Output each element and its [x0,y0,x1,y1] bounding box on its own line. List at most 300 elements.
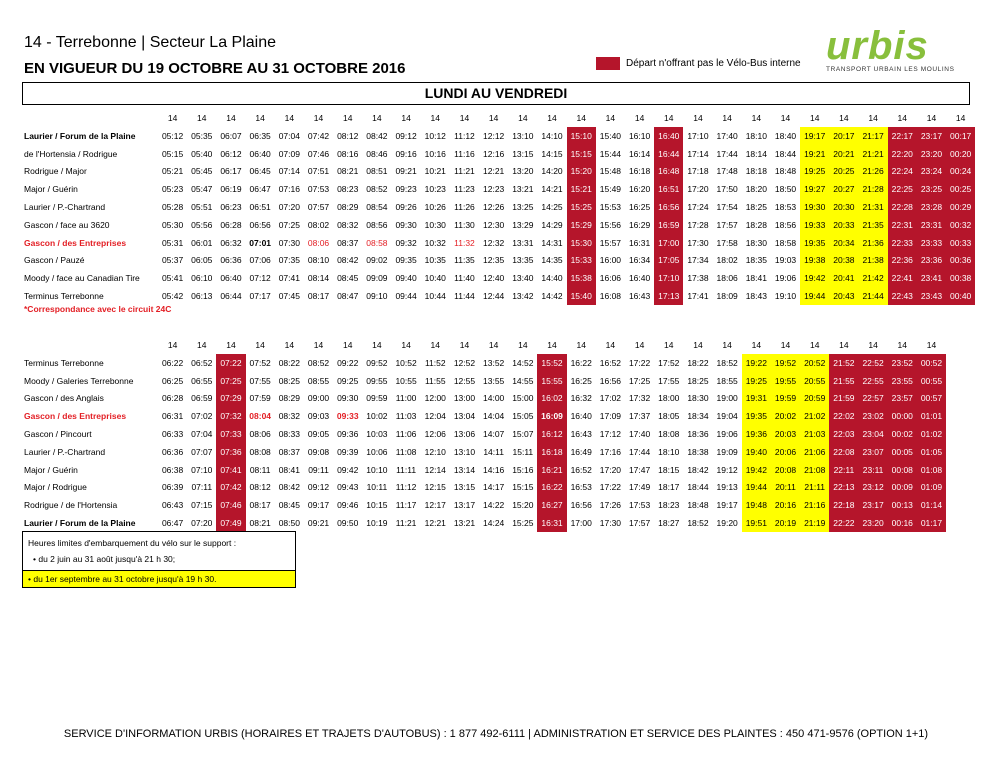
departure-time: 17:53 [628,500,651,511]
departure-time: 08:12 [337,130,359,141]
departure-time: 08:47 [337,291,359,302]
departure-time: 11:11 [396,464,417,475]
departure-time: 17:28 [687,219,709,230]
departure-time: 07:02 [191,411,213,422]
departure-time: 19:42 [742,461,771,479]
departure-time: 18:43 [745,291,767,302]
departure-time: 08:50 [278,518,300,529]
route-number: 14 [372,340,382,350]
route-number: 14 [488,340,499,350]
departure-time: 12:16 [483,148,505,159]
departure-time: 01:08 [917,461,946,479]
departure-time: 21:03 [800,425,829,443]
departure-time: 17:57 [716,219,738,230]
route-number: 14 [897,113,908,123]
departure-time: 23:04 [859,425,888,443]
departure-time: 06:22 [161,357,184,368]
departure-time: 14:52 [512,357,534,368]
departure-time: 20:06 [771,443,800,461]
departure-time: 22:17 [888,127,917,145]
departure-time: 07:15 [191,500,213,511]
departure-time: 14:42 [541,291,563,302]
departure-time: 21:08 [800,461,829,479]
departure-time: 07:07 [191,446,213,457]
urbis-logo [826,26,960,76]
departure-time: 06:19 [220,184,242,195]
route-number: 14 [634,113,645,123]
stop-name: Gascon / des Entreprises [24,411,127,422]
departure-time: 19:17 [716,500,738,511]
route-number: 14 [488,113,499,123]
departure-time: 16:40 [570,411,592,422]
schedule-table-outbound [22,109,975,305]
departure-time: 16:06 [599,273,622,284]
departure-time: 17:30 [599,518,622,529]
departure-time: 05:21 [161,166,184,177]
departure-time: 10:35 [424,255,446,266]
route-number: 14 [868,340,878,350]
departure-time: 07:01 [249,237,272,248]
departure-time: 18:55 [716,375,738,386]
departure-time: 12:15 [424,482,446,493]
departure-time: 17:34 [687,255,709,266]
departure-time: 22:36 [888,252,917,270]
departure-time: 17:57 [628,518,651,529]
departure-time: 18:52 [716,357,738,368]
departure-time: 00:02 [888,425,917,443]
departure-time: 18:10 [745,130,767,141]
departure-time: 09:10 [366,291,388,302]
departure-time: 18:30 [745,237,767,248]
departure-time: 19:25 [800,163,829,181]
departure-time: 18:52 [687,518,709,529]
departure-time: 23:17 [859,496,888,514]
table-row [22,443,946,461]
route-number: 14 [401,340,411,350]
route-number: 14 [342,113,353,123]
departure-time: 05:47 [191,184,213,195]
route-number: 14 [167,340,178,350]
departure-time: 12:35 [483,255,505,266]
departure-time: 16:56 [654,198,683,216]
departure-time: 08:06 [249,429,271,440]
departure-time: 21:17 [859,127,888,145]
departure-time: 07:49 [216,514,245,532]
departure-time: 17:40 [628,429,651,440]
departure-time: 09:21 [307,518,330,529]
route-number: 14 [780,340,791,350]
departure-time: 14:29 [541,219,563,230]
departure-time: 07:57 [307,202,330,213]
departure-time: 00:33 [946,234,975,252]
departure-time: 19:21 [800,145,829,163]
departure-time: 06:36 [161,446,184,457]
departure-time: 08:04 [249,411,272,422]
departure-time: 19:35 [742,407,771,425]
table-row [22,127,975,145]
departure-time: 08:45 [278,500,300,511]
departure-time: 09:25 [337,375,359,386]
departure-time: 18:00 [658,393,680,404]
departure-time: 22:33 [888,234,917,252]
departure-time: 13:52 [483,357,505,368]
departure-time: 18:48 [687,500,709,511]
departure-time: 00:00 [888,407,917,425]
departure-time: 16:22 [537,479,566,497]
departure-time: 19:13 [716,482,738,493]
departure-time: 13:29 [512,219,534,230]
table-row [22,180,975,198]
departure-time: 21:59 [829,390,858,408]
departure-time: 19:06 [774,273,797,284]
departure-time: 17:50 [716,184,738,195]
departure-time: 10:19 [366,518,388,529]
departure-time: 17:38 [687,273,709,284]
header-spacer [22,336,158,354]
route-number: 14 [664,113,674,123]
departure-time: 16:14 [628,148,651,159]
departure-time: 17:30 [687,237,709,248]
departure-time: 18:05 [658,411,680,422]
departure-time: 06:40 [220,273,242,284]
departure-time: 07:30 [278,237,300,248]
departure-time: 11:16 [454,148,475,159]
stop-name: Gascon / Pincourt [24,429,92,440]
departure-time: 07:55 [249,375,271,386]
bike-note-item-text: du 1er septembre au 31 octobre jusqu'à 19 h 30. [33,574,217,584]
route-number: 14 [372,113,382,123]
departure-time: 19:30 [800,198,829,216]
departure-time: 08:56 [366,219,388,230]
departure-time: 06:55 [191,375,213,386]
route-number: 14 [576,113,586,123]
departure-time: 18:53 [774,202,797,213]
route-number: 14 [226,113,236,123]
departure-time: 18:30 [687,393,709,404]
departure-time: 20:21 [829,145,858,163]
departure-time: 19:44 [800,287,829,305]
departure-time: 06:32 [220,237,242,248]
departure-time: 18:17 [658,482,680,493]
departure-time: 09:52 [366,357,388,368]
departure-time: 21:26 [859,163,888,181]
departure-time: 00:09 [888,479,917,497]
departure-time: 09:08 [307,446,330,457]
departure-time: 08:32 [337,219,359,230]
departure-time: 06:45 [249,166,271,177]
departure-time: 08:21 [337,166,359,177]
departure-time: 15:15 [567,145,596,163]
departure-time: 07:42 [307,130,330,141]
departure-time: 08:25 [278,375,300,386]
departure-time: 06:52 [191,357,213,368]
legend [596,57,801,70]
departure-time: 09:23 [395,184,417,195]
departure-time: 08:41 [278,464,300,475]
departure-time: 19:25 [742,372,771,390]
departure-time: 23:52 [888,354,917,372]
departure-time: 09:33 [336,411,359,422]
departure-time: 15:00 [512,393,534,404]
departure-time: 13:10 [512,130,534,141]
departure-time: 14:22 [483,500,505,511]
route-number: 14 [926,340,937,350]
departure-time: 00:24 [946,163,975,181]
stop-name: Gascon / des Anglais [24,393,104,404]
route-number: 14 [693,113,703,123]
bike-note-item-highlight: • du 1er septembre au 31 octobre jusqu'à 19 h 30. [22,571,296,588]
departure-time: 11:06 [395,429,417,440]
departure-time: 00:25 [946,180,975,198]
departure-time: 14:20 [541,166,563,177]
departure-time: 11:21 [395,518,417,529]
departure-time: 16:56 [570,500,592,511]
departure-time: 17:09 [599,411,622,422]
departure-time: 15:20 [567,163,596,181]
departure-time: 00:08 [888,461,917,479]
departure-time: 00:52 [917,354,946,372]
departure-time: 17:20 [687,184,709,195]
departure-time: 08:29 [278,393,300,404]
departure-time: 07:53 [307,184,330,195]
departure-time: 09:32 [395,237,417,248]
departure-time: 12:52 [453,357,476,368]
departure-time: 12:10 [424,446,446,457]
departure-time: 10:55 [395,375,417,386]
departure-time: 19:40 [742,443,771,461]
departure-time: 09:36 [337,429,359,440]
departure-time: 14:40 [541,273,563,284]
departure-time: 15:49 [599,184,622,195]
route-number: 14 [518,340,528,350]
departure-time: 17:13 [654,287,683,305]
departure-time: 05:40 [191,148,213,159]
departure-time: 19:04 [716,411,738,422]
departure-time: 17:41 [687,291,709,302]
departure-time: 18:44 [687,482,709,493]
departure-time: 18:40 [774,130,797,141]
departure-time: 18:18 [745,166,767,177]
departure-time: 19:03 [774,255,797,266]
departure-time: 23:41 [917,269,946,287]
departure-time: 08:52 [366,184,388,195]
departure-time: 23:11 [859,461,888,479]
departure-time: 16:18 [537,443,566,461]
departure-time: 08:17 [307,291,330,302]
departure-time: 21:35 [859,216,888,234]
departure-time: 20:55 [800,372,829,390]
departure-time: 16:52 [599,357,622,368]
departure-time: 09:05 [307,429,330,440]
bike-note-box [22,531,296,571]
departure-time: 06:28 [161,393,184,404]
departure-time: 12:32 [483,237,505,248]
departure-time: 18:56 [774,219,797,230]
departure-time: 09:44 [395,291,417,302]
route-number: 14 [664,340,674,350]
departure-time: 06:43 [161,500,184,511]
departure-time: 08:37 [337,237,359,248]
departure-time: 17:16 [599,446,622,457]
route-number: 14 [255,340,265,350]
departure-time: 11:21 [454,166,475,177]
departure-time: 11:08 [395,446,417,457]
departure-time: 07:33 [216,425,245,443]
departure-time: 16:27 [537,496,566,514]
table-row [22,234,975,252]
departure-time: 22:41 [888,269,917,287]
departure-time: 07:46 [307,148,330,159]
departure-time: 06:05 [191,255,213,266]
departure-time: 07:36 [216,443,245,461]
departure-time: 07:59 [249,393,271,404]
departure-time: 18:14 [745,148,767,159]
departure-time: 10:32 [424,237,446,248]
departure-time: 15:11 [512,446,534,457]
departure-time: 10:26 [424,202,446,213]
departure-time: 14:21 [541,184,563,195]
departure-time: 00:36 [946,252,975,270]
route-number: 14 [722,340,732,350]
departure-time: 17:00 [654,234,683,252]
route-number: 14 [313,113,324,123]
departure-time: 06:35 [249,130,271,141]
departure-time: 14:15 [541,148,563,159]
departure-time: 21:52 [829,354,858,372]
departure-time: 06:47 [249,184,271,195]
departure-time: 08:10 [307,255,330,266]
departure-time: 07:11 [191,482,213,493]
stop-name: de l'Hortensia / Rodrigue [24,148,118,159]
departure-time: 13:00 [453,393,476,404]
departure-time: 19:52 [771,354,800,372]
departure-time: 13:31 [512,237,534,248]
departure-time: 17:49 [628,482,651,493]
departure-time: 18:15 [658,464,680,475]
departure-time: 00:32 [946,216,975,234]
departure-time: 14:24 [483,518,505,529]
departure-time: 18:25 [687,375,709,386]
departure-time: 18:02 [716,255,738,266]
departure-time: 19:20 [716,518,738,529]
departure-time: 15:40 [567,287,596,305]
departure-time: 17:44 [716,148,738,159]
stop-name: Terminus Terrebonne [24,291,104,302]
table-row [22,252,975,270]
departure-time: 09:26 [395,202,417,213]
schedule-table-return [22,336,946,532]
departure-time: 19:09 [716,446,738,457]
departure-time: 08:42 [337,255,359,266]
departure-time: 23:55 [888,372,917,390]
stop-name: Laurier / Forum de la Plaine [24,130,136,141]
departure-time: 05:28 [161,202,184,213]
route-number: 14 [693,340,703,350]
departure-time: 17:26 [599,500,622,511]
table-row [22,390,946,408]
route-header-row [22,336,946,354]
departure-time: 15:25 [512,518,534,529]
bike-note [22,531,296,588]
departure-time: 09:30 [337,393,359,404]
table-row [22,163,975,181]
departure-time: 16:25 [628,202,651,213]
departure-time: 06:39 [161,482,184,493]
departure-time: 17:47 [628,464,651,475]
departure-time: 20:33 [829,216,858,234]
departure-time: 14:25 [541,202,563,213]
departure-time: 16:29 [628,219,651,230]
departure-time: 19:17 [800,127,829,145]
departure-time: 07:42 [216,479,245,497]
stop-name: Laurier / Forum de la Plaine [24,518,136,529]
departure-time: 14:00 [483,393,505,404]
departure-time: 07:41 [216,461,245,479]
departure-time: 09:30 [395,219,417,230]
departure-time: 22:20 [888,145,917,163]
route-number: 14 [547,113,557,123]
departure-time: 16:20 [628,184,651,195]
departure-time: 15:05 [512,411,534,422]
departure-time: 21:19 [800,514,829,532]
stop-name: Terminus Terrebonne [24,357,104,368]
departure-time: 18:50 [774,184,797,195]
departure-time: 23:33 [917,234,946,252]
departure-time: 00:40 [946,287,975,305]
departure-time: 07:25 [216,372,245,390]
route-number: 14 [226,340,236,350]
departure-time: 17:20 [599,464,622,475]
departure-time: 00:13 [888,496,917,514]
departure-time: 18:42 [687,464,709,475]
departure-time: 13:10 [453,446,476,457]
departure-time: 09:11 [308,464,329,475]
departure-time: 20:27 [829,180,858,198]
departure-time: 23:20 [917,145,946,163]
departure-time: 08:42 [278,482,300,493]
departure-time: 16:48 [654,163,683,181]
departure-time: 16:08 [599,291,622,302]
departure-time: 17:05 [654,252,683,270]
departure-time: 22:57 [859,390,888,408]
departure-time: 17:02 [599,393,622,404]
departure-time: 18:58 [774,237,797,248]
departure-time: 16:49 [570,446,592,457]
table-row [22,479,946,497]
departure-time: 12:14 [424,464,446,475]
route-number: 14 [459,113,470,123]
departure-time: 20:08 [771,461,800,479]
departure-time: 16:43 [570,429,592,440]
departure-time: 21:11 [800,479,829,497]
departure-time: 19:10 [774,291,797,302]
departure-time: 19:31 [742,390,771,408]
departure-time: 18:41 [745,273,767,284]
departure-time: 08:29 [337,202,359,213]
route-number: 14 [255,113,265,123]
departure-time: 11:55 [424,375,446,386]
departure-time: 00:57 [917,390,946,408]
departure-time: 11:17 [395,500,417,511]
departure-time: 23:12 [859,479,888,497]
departure-time: 12:40 [483,273,505,284]
departure-time: 08:11 [249,464,271,475]
stop-name: Major / Rodrigue [24,482,87,493]
departure-time: 13:06 [453,429,476,440]
departure-time: 07:32 [216,407,245,425]
departure-time: 05:56 [191,219,213,230]
logo-tagline: TRANSPORT URBAIN LES MOULINS [826,66,955,73]
